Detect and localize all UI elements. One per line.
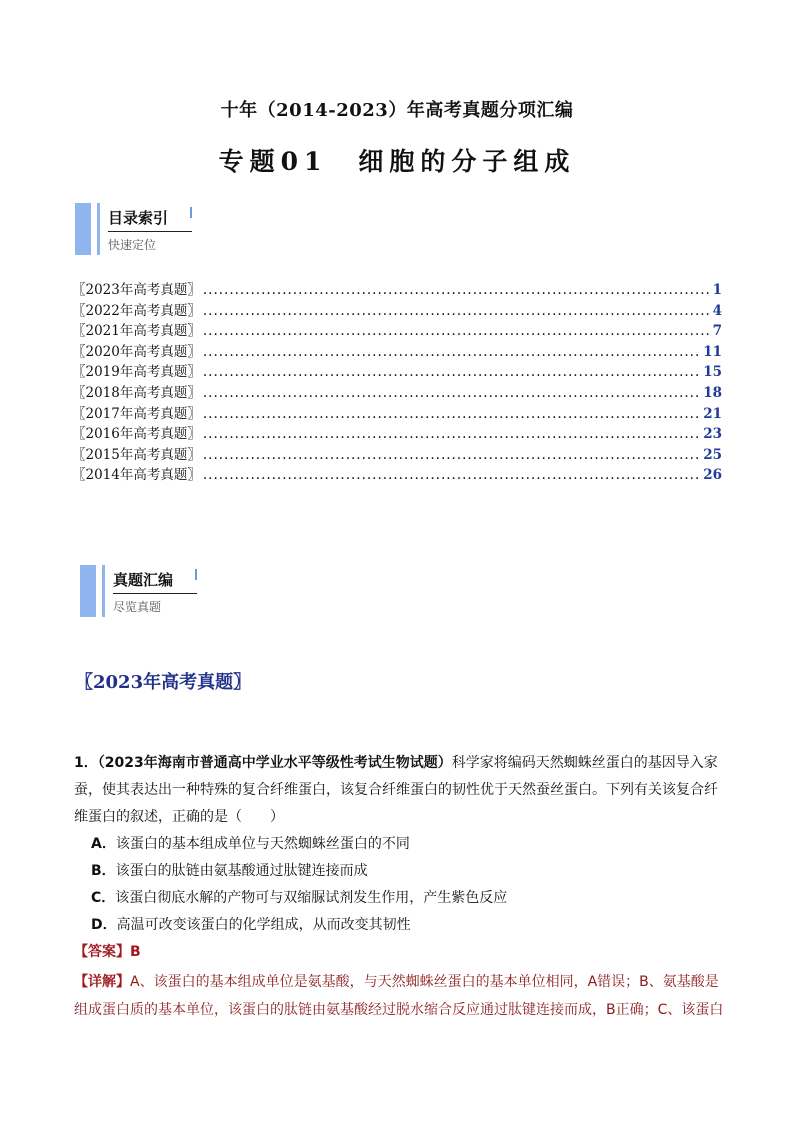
toc-entry-page: 15 [703, 364, 722, 381]
toc-leader-dots [203, 323, 711, 339]
document-title: 十年（2014-2023）年高考真题分项汇编 [220, 100, 574, 121]
option-text: 该蛋白彻底水解的产物可与双缩脲试剂发生作用，产生紫色反应 [115, 890, 508, 906]
toc-leader-dots [203, 303, 711, 319]
detail-text: A、该蛋白的基本组成单位是氨基酸，与天然蜘蛛丝蛋白的基本单位相同，A错误；B、氨基酸是组成蛋白质的基本单位，该蛋白的肽链由氨基酸经过脱水缩合反应通过肽键连接而成，B正确；C、该蛋白 [74, 974, 724, 1018]
question-options [91, 831, 731, 939]
option-text: 该蛋白的肽链由氨基酸通过肽键连接而成 [115, 863, 368, 879]
document-subtitle: 专题01 细胞的分子组成 [218, 147, 576, 176]
toc-entry-label: 〖2019年高考真题〗 [72, 364, 201, 381]
toc-entry[interactable] [72, 319, 722, 340]
toc-leader-dots [203, 282, 711, 298]
toc-entry[interactable] [72, 299, 722, 320]
section-accent-line [97, 203, 100, 255]
section-rule [108, 231, 192, 232]
toc-entry-label: 〖2017年高考真题〗 [72, 405, 201, 422]
question-number: 1． [74, 755, 98, 771]
option-letter: A． [91, 836, 116, 852]
toc-leader-dots [203, 406, 701, 422]
question-stem [74, 750, 724, 831]
toc-entry-page: 21 [703, 405, 722, 422]
section-accent-bar [75, 203, 91, 255]
toc-entry-label: 〖2021年高考真题〗 [72, 323, 201, 340]
question-source: （2023年海南市普通高中学业水平等级性考试生物试题） [97, 755, 452, 771]
option-item [91, 831, 731, 858]
toc-entry-label: 〖2015年高考真题〗 [72, 446, 201, 463]
option-text: 该蛋白的基本组成单位与天然蜘蛛丝蛋白的不同 [115, 836, 410, 852]
questions-section-title: 真题汇编 [113, 571, 174, 589]
toc-entry-page: 7 [712, 323, 722, 340]
toc-entry-label: 〖2014年高考真题〗 [72, 467, 201, 484]
toc-leader-dots [203, 385, 701, 401]
toc-entry[interactable] [72, 402, 722, 423]
option-item [91, 858, 731, 885]
cursor-mark-icon [190, 207, 192, 218]
questions-section-subtitle: 尽览真题 [113, 600, 162, 614]
toc-entry-page: 11 [703, 343, 722, 360]
toc-entry-label: 〖2020年高考真题〗 [72, 343, 201, 360]
toc-leader-dots [203, 447, 701, 463]
year-heading: 〖2023年高考真题〗 [75, 672, 252, 693]
section-rule [113, 593, 197, 594]
question-text: 科学家将编码天然蜘蛛丝蛋白的基因导入家蚕，使其表达出一种特殊的复合纤维蛋白，该复合纤维蛋白的韧性优于天然蚕丝蛋白。下列有关该复合纤维蛋白的叙述，正确的是（ ） [74, 755, 718, 825]
toc-entry[interactable] [72, 463, 722, 484]
toc-leader-dots [203, 364, 701, 380]
toc-entry[interactable] [72, 278, 722, 299]
toc-entry-label: 〖2016年高考真题〗 [72, 426, 201, 443]
toc-entry-page: 26 [703, 467, 722, 484]
toc-entry-page: 18 [703, 384, 722, 401]
option-letter: D． [91, 917, 117, 933]
detail-tag: 【详解】 [74, 974, 130, 990]
toc-leader-dots [203, 426, 701, 442]
toc-entry-page: 25 [703, 446, 722, 463]
toc-entry[interactable] [72, 340, 722, 361]
toc-section-subtitle: 快速定位 [108, 238, 157, 252]
section-accent-line [102, 565, 105, 617]
toc-entry-page: 1 [712, 282, 722, 298]
toc-entry-label: 〖2018年高考真题〗 [72, 384, 201, 401]
toc-entry-label: 〖2022年高考真题〗 [72, 302, 201, 319]
toc-entry-label: 〖2023年高考真题〗 [72, 282, 201, 298]
toc-entry[interactable] [72, 360, 722, 381]
section-accent-bar [80, 565, 96, 617]
cursor-mark-icon [195, 569, 197, 580]
toc-entry[interactable] [72, 443, 722, 464]
toc-entry[interactable] [72, 422, 722, 443]
toc-entry-page: 23 [703, 426, 722, 443]
answer-label: 【答案】B [74, 944, 141, 960]
table-of-contents [72, 278, 722, 484]
toc-leader-dots [203, 467, 701, 483]
answer-detail [74, 968, 724, 1024]
option-item [91, 885, 731, 912]
option-text: 高温可改变该蛋白的化学组成，从而改变其韧性 [116, 917, 411, 933]
option-letter: C． [91, 890, 116, 906]
toc-leader-dots [203, 344, 701, 360]
toc-entry[interactable] [72, 381, 722, 402]
option-letter: B． [91, 863, 116, 879]
option-item [91, 912, 731, 939]
toc-entry-page: 4 [712, 302, 722, 319]
toc-section-title: 目录索引 [108, 209, 169, 227]
